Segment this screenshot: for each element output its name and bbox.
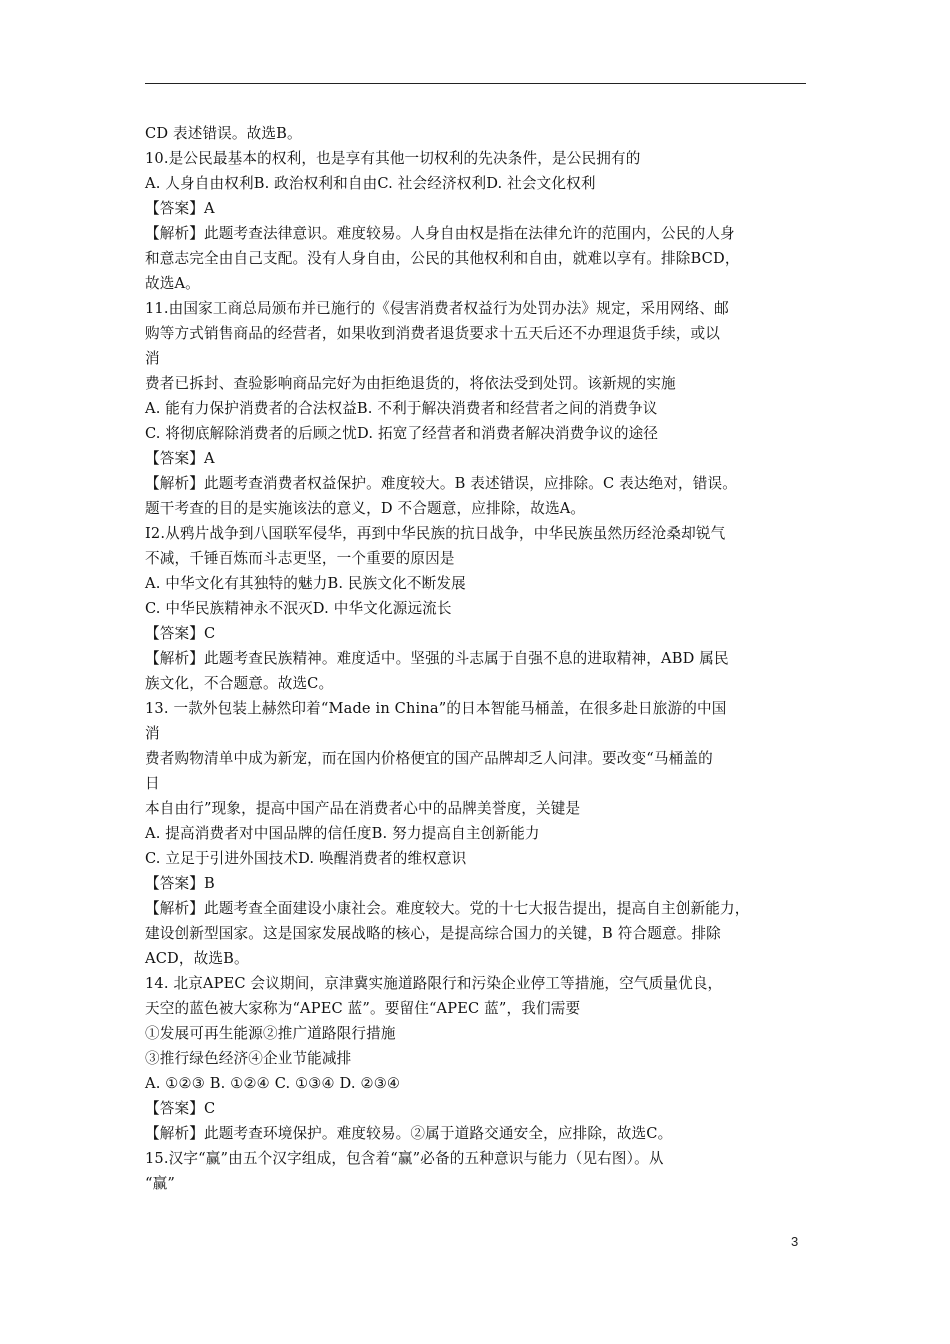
question-12-options-cd: C. 中华民族精神永不泯灭D. 中华文化源远流长 [145,600,452,617]
question-13-options-cd: C. 立足于引进外国技术D. 唤醒消费者的维权意识 [145,850,467,867]
question-12-options-ab: A. 中华文化有其独特的魅力B. 民族文化不断发展 [145,575,466,592]
question-12: I2.从鸦片战争到八国联军侵华，再到中华民族的抗日战争，中华民族虽然历经沧桑却锐气 [145,525,726,542]
document-body [145,121,813,1196]
text-line: 天空的蓝色被大家称为“APEC 蓝”。要留住“APEC 蓝”，我们需要 [145,1000,581,1017]
text-line: 题干考查的目的是实施该法的意义，D 不合题意，应排除，故选A。 [145,500,586,517]
question-13: 13. 一款外包装上赫然印着“Made in China”的日本智能马桶盖，在很多赴日旅游的中国 [145,700,727,717]
question-10-options: A. 人身自由权利B. 政治权利和自由C. 社会经济权利D. 社会文化权利 [145,175,596,192]
question-11-options-ab: A. 能有力保护消费者的合法权益B. 不利于解决消费者和经营者之间的消费争议 [145,400,658,417]
text-line: CD 表述错误。故选B。 [145,125,302,142]
answer-10: 【答案】A [145,200,215,217]
question-11-options-cd: C. 将彻底解除消费者的后顾之忧D. 拓宽了经营者和消费者解决消费争议的途径 [145,425,659,442]
page-number: 3 [791,1234,799,1249]
text-line: 不减，千锤百炼而斗志更坚，一个重要的原因是 [145,550,455,567]
answer-13: 【答案】B [145,875,215,892]
analysis-12: 【解析】此题考查民族精神。难度适中。坚强的斗志属于自强不息的进取精神，ABD 属民 [145,650,729,667]
text-line: 和意志完全由自己支配。没有人身自由，公民的其他权利和自由，就难以享有。排除BCD， [145,250,740,267]
question-14-items-12: ①发展可再生能源②推广道路限行措施 [145,1025,396,1042]
question-13-options-ab: A. 提高消费者对中国品牌的信任度B. 努力提高自主创新能力 [145,825,540,842]
text-line: “赢” [145,1175,175,1192]
text-line: 消 [145,725,160,742]
question-11: 11.由国家工商总局颁布并已施行的《侵害消费者权益行为处罚办法》规定，采用网络、邮 [145,300,729,317]
text-line: 费者已拆封、查验影响商品完好为由拒绝退货的，将依法受到处罚。该新规的实施 [145,375,676,392]
answer-12: 【答案】C [145,625,216,642]
text-line: 费者购物清单中成为新宠，而在国内价格便宜的国产品牌却乏人问津。要改变“马桶盖的 [145,750,713,767]
text-line: 消 [145,350,160,367]
text-line: 日 [145,775,160,792]
question-14-options: A. ①②③ B. ①②④ C. ①③④ D. ②③④ [145,1075,401,1092]
question-14-items-34: ③推行绿色经济④企业节能减排 [145,1050,352,1067]
analysis-13: 【解析】此题考查全面建设小康社会。难度较大。党的十七大报告提出，提高自主创新能力， [145,900,750,917]
text-line: 本自由行”现象，提高中国产品在消费者心中的品牌美誉度，关键是 [145,800,581,817]
question-15: 15.汉字“赢”由五个汉字组成，包含着“赢”必备的五种意识与能力（见右图）。从 [145,1150,664,1167]
text-line: 购等方式销售商品的经营者，如果收到消费者退货要求十五天后还不办理退货手续，或以 [145,325,721,342]
text-line: 族文化，不合题意。故选C。 [145,675,334,692]
analysis-11: 【解析】此题考查消费者权益保护。难度较大。B 表述错误，应排除。C 表达绝对，错误。 [145,475,738,492]
text-line: ACD，故选B。 [145,950,249,967]
analysis-14: 【解析】此题考查环境保护。难度较易。②属于道路交通安全，应排除，故选C。 [145,1125,673,1142]
answer-11: 【答案】A [145,450,215,467]
question-10: 10.是公民最基本的权利，也是享有其他一切权利的先决条件，是公民拥有的 [145,150,641,167]
question-14: 14. 北京APEC 会议期间，京津冀实施道路限行和污染企业停工等措施，空气质量优良， [145,975,723,992]
text-line: 建设创新型国家。这是国家发展战略的核心，是提高综合国力的关键，B 符合题意。排除 [145,925,721,942]
analysis-10: 【解析】此题考查法律意识。难度较易。人身自由权是指在法律允许的范围内，公民的人身 [145,225,735,242]
header-rule [145,83,806,84]
answer-14: 【答案】C [145,1100,216,1117]
text-line: 故选A。 [145,275,200,292]
